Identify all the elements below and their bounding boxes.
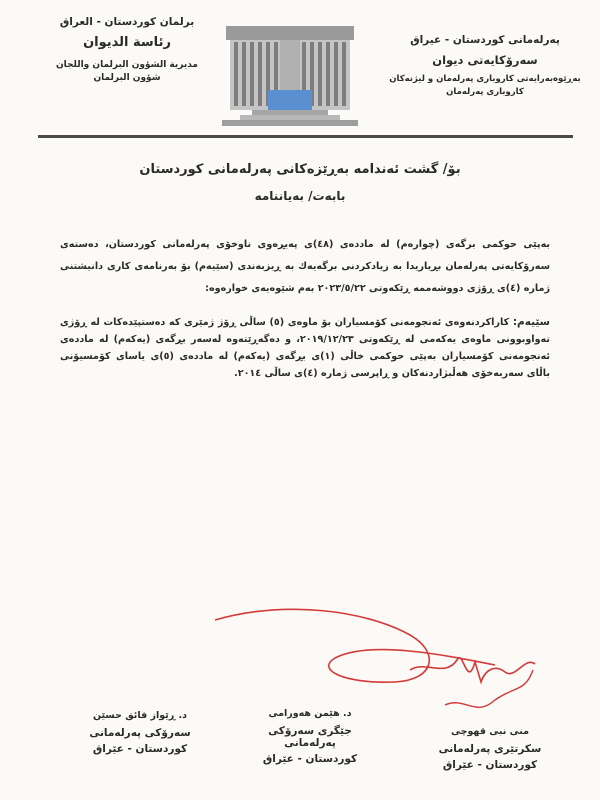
- document-body: [60, 234, 550, 382]
- signatory-name: منى نبی قهوچی: [451, 726, 529, 737]
- signatory-country: كوردستان - عێراق: [262, 753, 358, 765]
- header-kurdish-line-2: سەرۆكایەتی دیوان: [432, 53, 538, 67]
- signature-speaker: [80, 710, 200, 755]
- item-text: كاراكردنەوەی ئەنجومەنی كۆمسیاران بۆ ماوەی (٥) ساڵی ڕۆژ ژمێری كە دەستپێدەكات لە ڕۆژی تەواوبوونی ماوەی یەكەمی لە ڕێكەوتی ٢٠١٩/١٢/٢٣، و دەگەڕێتەوە لەسەر بڕگەی (یەكەم) لە ماددەی ئەنجومەنی كۆمسیاران بەپێی حوكمی خاڵی (١)ی بڕگەی (یەكەم) لە ماددەی (٥)ی یاسای كۆمسیۆنی باڵای سەربەخۆی هەڵبژاردنەكان و ڕاپرسی ژمارە (٤)ی ساڵی ٢٠١٤.: [60, 317, 550, 379]
- document-title: [40, 162, 560, 203]
- signatory-title: جێگری سەرۆكی پەرلەمانی: [268, 725, 352, 749]
- signatory-name: د. ڕێواز فائق حسێن: [93, 710, 187, 721]
- item-label: سێیەم:: [512, 316, 550, 328]
- signature-area: [0, 600, 600, 800]
- header-kurdish: [385, 34, 585, 99]
- signatory-country: كوردستان - عێراق: [92, 743, 188, 755]
- header-kurdish-line-3: بەڕێوەبەرایەتی كاروباری پەرلەمان و لیژنەكان: [389, 74, 581, 84]
- signature-secretary: [430, 726, 550, 771]
- signatory-name: د. هێمن هەورامی: [268, 708, 352, 719]
- subject-line: بابەت/ بەیاننامە: [254, 189, 346, 203]
- header-kurdish-line-4: كاروباری پەرلەمان: [446, 87, 524, 97]
- header-arabic-line-3: مديرية الشؤون البرلمان واللجان: [55, 60, 199, 70]
- body-paragraph-1: بەپێی حوكمی برگەی (چوارەم) لە ماددەی (٤٨)ی پەیڕەوی ناوخۆی پەرلەمانی كوردستان، دەستەی سەرۆكایەتی پەرلەمان بڕیاریدا بە زیادكردنی برگەیەك بە ڕیزبەندی (سێیەم) بۆ بەرنامەی كاری دانیشتنی ژمارە (٤)ی ڕۆژی دووشەممە ڕێكەوتی ٢٠٢٣/٥/٢٢ بەم شێوەیەی خوارەوە:: [60, 239, 550, 294]
- signatory-country: كوردستان - عێراق: [442, 759, 538, 771]
- signature-deputy: [245, 708, 375, 765]
- header-arabic-line-2: رئاسة الديوان: [83, 35, 171, 50]
- header-arabic-line-4: شؤون البرلمان: [93, 73, 161, 83]
- header-kurdish-line-1: پەرلەمانی كوردستان - عیراق: [410, 34, 560, 46]
- parliament-building-logo: [222, 20, 358, 128]
- signatory-title: سەرۆكی پەرلەمانی: [89, 727, 191, 739]
- body-paragraph-2: [60, 314, 550, 382]
- header-arabic: [52, 16, 202, 85]
- header-arabic-line-1: برلمان كوردستان - العراق: [59, 16, 195, 28]
- header-divider: [38, 135, 573, 138]
- addressee-line: بۆ/ گشت ئەندامە بەڕێزەكانی پەرلەمانی كوردستان: [139, 162, 461, 177]
- signatory-title: سكرتێری پەرلەمانی: [438, 743, 542, 755]
